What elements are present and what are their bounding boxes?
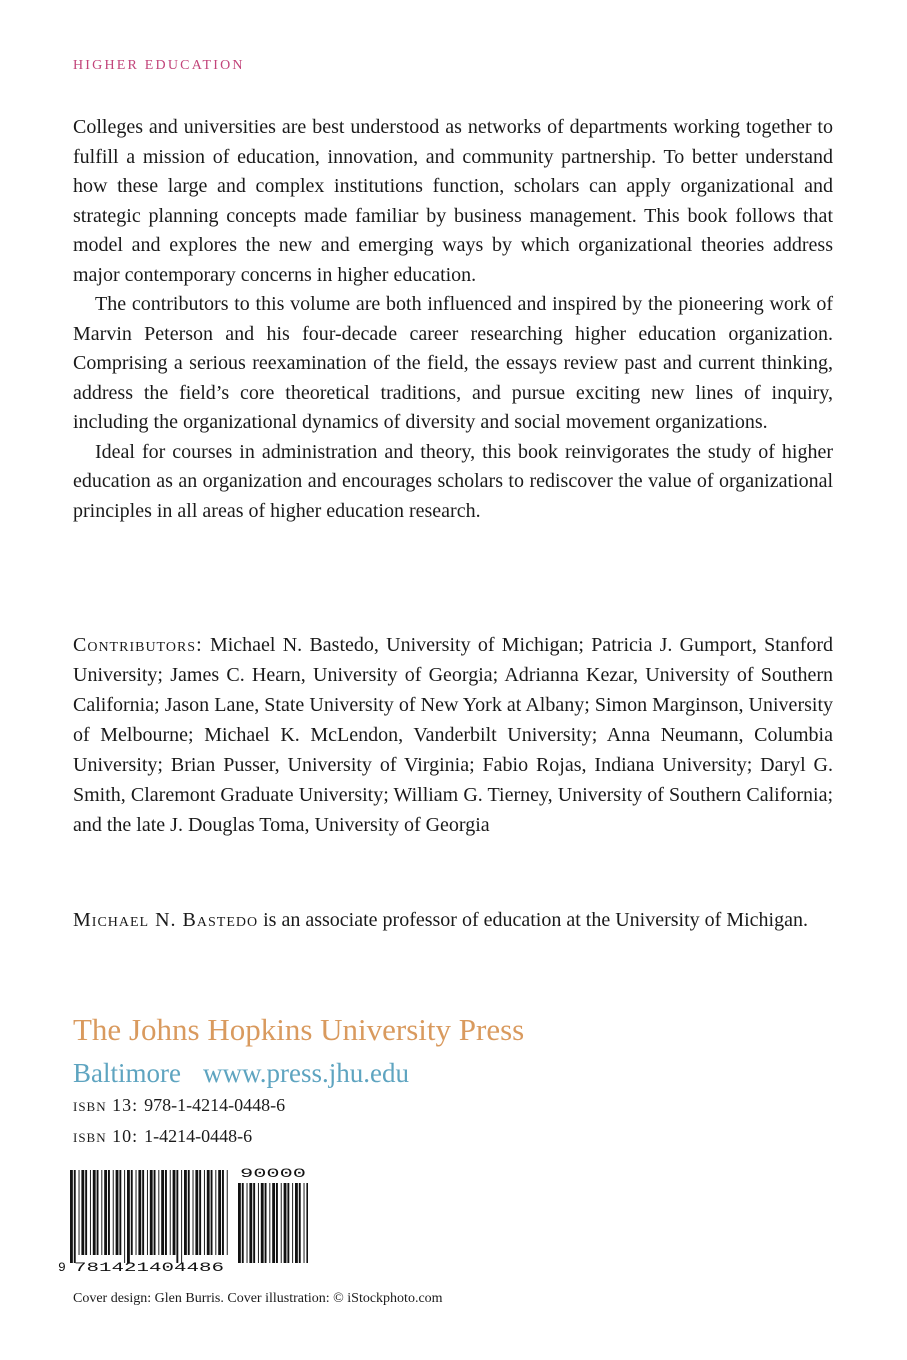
- cover-credit: Cover design: Glen Burris. Cover illustration: © iStockphoto.com: [73, 1291, 443, 1306]
- barcode-bar: [295, 1183, 298, 1263]
- barcode-bar: [227, 1170, 228, 1255]
- barcode-bar: [199, 1170, 201, 1255]
- contributors-list: Michael N. Bastedo, University of Michigan; Patricia J. Gumport, Stanford University; James C. Hearn, University of Georgia; Adrianna Kezar, University of Southern California; Jason Lane, State University of New York at Albany; Simon Marginson, University of Melbourne; Michael K. McLendon, Vanderbilt University; Anna Neumann, Columbia University; Brian Pusser, University of Virginia; Fabio Rojas, Indiana University; Daryl G. Smith, Claremont Graduate University; William G. Tierney, University of Southern California; and the late J. Douglas Toma, University of Georgia: [73, 634, 834, 836]
- isbn-10-label: isbn 10:: [73, 1126, 139, 1146]
- barcode-graphic: [56, 1165, 316, 1275]
- barcode-bar: [247, 1183, 248, 1263]
- barcode-bar: [211, 1170, 213, 1255]
- barcode-bar: [215, 1170, 216, 1255]
- barcode-addon-bars: [238, 1183, 308, 1263]
- isbn-10: [73, 1126, 252, 1147]
- barcode-bar: [127, 1170, 130, 1263]
- barcode-bar: [287, 1183, 289, 1263]
- barcode-bar: [204, 1170, 205, 1255]
- barcode-bar: [74, 1170, 76, 1263]
- barcode-bar: [70, 1170, 73, 1263]
- barcode-bar: [116, 1170, 119, 1255]
- barcode-bar: [292, 1183, 293, 1263]
- barcode-bar: [272, 1183, 275, 1263]
- barcode-bar: [131, 1170, 133, 1255]
- author-description: is an associate professor of education at the University of Michigan.: [263, 909, 808, 931]
- barcode-bar: [181, 1170, 182, 1263]
- publisher-website[interactable]: www.press.jhu.edu: [202, 1058, 409, 1088]
- barcode-bar: [104, 1170, 107, 1255]
- barcode-bar: [193, 1170, 194, 1255]
- barcode-bar: [108, 1170, 110, 1255]
- barcode-bar: [238, 1183, 241, 1263]
- barcode-bar: [242, 1183, 244, 1263]
- isbn-13-value: 978-1-4214-0448-6: [144, 1095, 286, 1115]
- isbn-13-label: isbn 13:: [73, 1095, 139, 1115]
- category-label: HIGHER EDUCATION: [73, 58, 245, 73]
- barcode-bar: [142, 1170, 144, 1255]
- barcode-bar: [81, 1170, 84, 1255]
- barcode-bar: [284, 1183, 287, 1263]
- barcode-bar: [138, 1170, 141, 1255]
- barcode-bar: [97, 1170, 99, 1255]
- barcode-bar: [124, 1170, 125, 1263]
- description: [73, 113, 833, 526]
- barcode-bar: [170, 1170, 171, 1255]
- description-paragraph-2: The contributors to this volume are both influenced and inspired by the pioneering work of Marvin Peterson and his four-decade career researching higher education organization. Comprising a serious reexamination of the field, the essays review past and current thinking, address the field’s core theoretical traditions, and pursue exciting new lines of inquiry, including the organizational dynamics of diversity and social movement organizations.: [73, 293, 833, 433]
- barcode-addon-digits: 90000: [240, 1166, 306, 1181]
- barcode-bar: [304, 1183, 305, 1263]
- publisher-name: The Johns Hopkins University Press: [73, 1012, 525, 1047]
- publisher-city: Baltimore: [73, 1058, 181, 1088]
- isbn-13: [73, 1095, 285, 1116]
- barcode-bar: [258, 1183, 259, 1263]
- barcode-bar: [299, 1183, 301, 1263]
- barcode-bar: [90, 1170, 91, 1255]
- barcode-bar: [195, 1170, 198, 1255]
- barcode-bar: [85, 1170, 87, 1255]
- barcode-bar: [249, 1183, 252, 1263]
- barcode-bar: [119, 1170, 121, 1255]
- barcode-bar: [188, 1170, 190, 1255]
- barcode-bar: [79, 1170, 80, 1255]
- barcode-main-bars: [70, 1170, 228, 1263]
- barcode-bar: [150, 1170, 153, 1255]
- barcode-bar: [306, 1183, 308, 1263]
- barcode-bar: [165, 1170, 167, 1255]
- barcode-bar: [93, 1170, 96, 1255]
- barcode-bar: [222, 1170, 224, 1255]
- barcode-bar: [276, 1183, 278, 1263]
- barcode-bar: [176, 1170, 178, 1263]
- barcode-bar: [265, 1183, 267, 1263]
- barcode-bar: [161, 1170, 164, 1255]
- barcode-bar: [253, 1183, 255, 1263]
- barcode-bar: [269, 1183, 270, 1263]
- barcode-bar: [207, 1170, 210, 1255]
- contributors: [73, 630, 833, 840]
- author-bio: [73, 905, 833, 935]
- contributors-label: Contributors:: [73, 634, 203, 656]
- barcode-bar: [101, 1170, 102, 1255]
- barcode-bar: [158, 1170, 159, 1255]
- barcode-bar: [281, 1183, 282, 1263]
- author-name: Michael N. Bastedo: [73, 909, 259, 931]
- barcode-bar: [218, 1170, 221, 1255]
- isbn-10-value: 1-4214-0448-6: [144, 1126, 253, 1146]
- barcode-bar: [184, 1170, 187, 1255]
- barcode-bar: [173, 1170, 176, 1255]
- publisher-location: [73, 1058, 409, 1089]
- description-paragraph-3: Ideal for courses in administration and theory, this book reinvigorates the study of higher education as an organization and encourages scholars to rediscover the value of organizational principles in all areas of higher education research.: [73, 440, 833, 522]
- barcode-bar: [136, 1170, 137, 1255]
- description-paragraph-1: Colleges and universities are best understood as networks of departments working together to fulfill a mission of education, innovation, and community partnership. To better understand how these large and complex institutions function, scholars can apply organizational and strategic planning concepts made familiar by business management. This book follows that model and explores the new and emerging ways by which organizational theories address major contemporary concerns in higher education.: [73, 116, 833, 286]
- barcode-bar: [147, 1170, 148, 1255]
- barcode-main-digits: 781421404486: [74, 1260, 224, 1275]
- barcode-first-digit: 9: [58, 1260, 66, 1275]
- barcode-bar: [154, 1170, 156, 1255]
- barcode: [56, 1165, 316, 1275]
- barcode-bar: [261, 1183, 264, 1263]
- barcode-bar: [113, 1170, 114, 1255]
